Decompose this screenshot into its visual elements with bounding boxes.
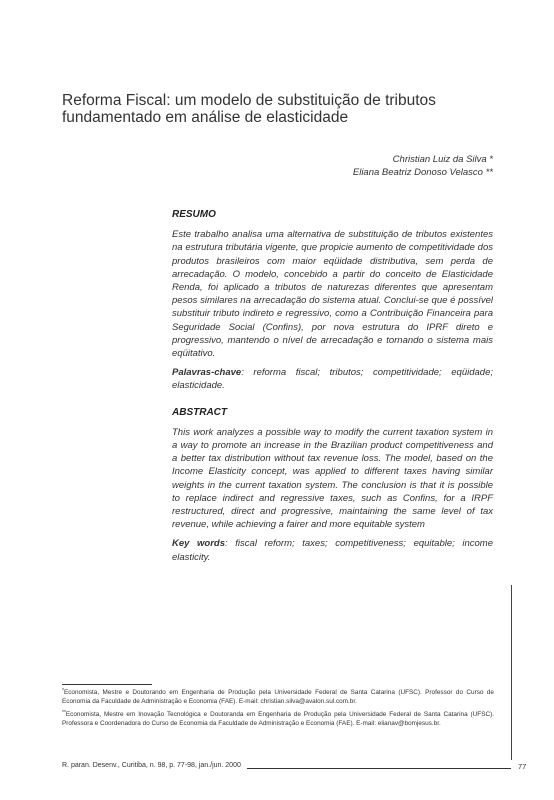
abstract-keywords bbox=[172, 537, 493, 563]
footnote-rule bbox=[62, 684, 152, 685]
footnote-1-mark: * bbox=[62, 688, 64, 694]
footnote-1 bbox=[62, 688, 494, 706]
title-line-2: fundamentado em análise de elasticidade bbox=[62, 109, 349, 126]
abstract-keywords-label: Key words bbox=[172, 538, 226, 550]
resumo-text: Este trabalho analisa uma alternativa de substituição de tributos existentes na estrutura tributária vigente, que propicie aumento de competitividade dos produtos brasileiros com maior eqüidade distributiva, sem perda de arrecadação. O modelo, concebido a partir do conceito de Elasticidade Renda, foi aplicado a tributos de naturezas diferentes que apresentam pesos similares na arrecadação do sistema atual. Conclui-se que é possível substituir tributo indireto e regressivo, como a Contribuição Financeira para Seguridade Social (Confins), por nova estrutura do IPRF direto e progressivo, mantendo o nível de arrecadação e tornando o sistema mais eqüitativo. bbox=[172, 229, 493, 360]
footnote-1-text: Economista, Mestre e Doutorando em Engenharia de Produção pela Universidade Federal de Santa Catarina (UFSC). Professor do Curso de Economia da Faculdade de Administração e Economia (FAE). E-mail: christian.silva@avalon.sul.com.br. bbox=[62, 689, 494, 706]
footnote-2-mark: ** bbox=[62, 710, 66, 716]
resumo-keywords bbox=[172, 366, 493, 392]
margin-rule bbox=[511, 585, 512, 760]
author-2: Eliana Beatriz Donoso Velasco ** bbox=[352, 167, 493, 178]
article-title bbox=[62, 92, 502, 126]
resumo-keywords-label: Palavras-chave bbox=[172, 367, 242, 379]
author-list bbox=[353, 153, 493, 179]
resumo-heading: RESUMO bbox=[172, 209, 216, 220]
abstract-text: This work analyzes a possible way to modify the current taxation system in a way to promote an increase in the Brazilian product competitiveness and a better tax distribution without tax revenue loss. The model, based on the Income Elasticity concept, was applied to different taxes having similar weights in the current taxation system. The conclusion is that it is possible to replace indirect and regressive taxes, such as Confins, for a IRPF restructured, direct and progressive, maintaining the same level of tax revenue, while achieving a fairer and more equitable system bbox=[172, 426, 493, 531]
resumo-keywords-text: : reforma fiscal; tributos; competitividade; eqüidade; elasticidade. bbox=[172, 367, 493, 392]
abstract-heading: ABSTRACT bbox=[172, 406, 227, 418]
footnote-2-text: Economista, Mestre em Inovação Tecnológica e Doutoranda em Engenharia de Produção pela Universidade Federal de Santa Catarina (UFSC). Professora e Coordenadora do Curso de Economia da Faculdade de Administração e Economia (FAE). E-mail: elianav@bomjesus.br. bbox=[62, 711, 494, 728]
footnote-2 bbox=[62, 710, 494, 728]
journal-citation: R. paran. Desenv., Curitiba, n. 98, p. 77-98, jan./jun. 2000 bbox=[62, 762, 241, 769]
abstract-keywords-text: : fiscal reform; taxes; competitiveness; equitable; income elasticity. bbox=[172, 538, 494, 563]
resumo-section bbox=[172, 208, 493, 564]
page-number: 77 bbox=[518, 762, 527, 771]
footer-rule bbox=[247, 768, 511, 769]
author-1: Christian Luiz da Silva * bbox=[392, 154, 493, 165]
title-line-1: Reforma Fiscal: um modelo de substituição de tributos bbox=[62, 92, 436, 109]
